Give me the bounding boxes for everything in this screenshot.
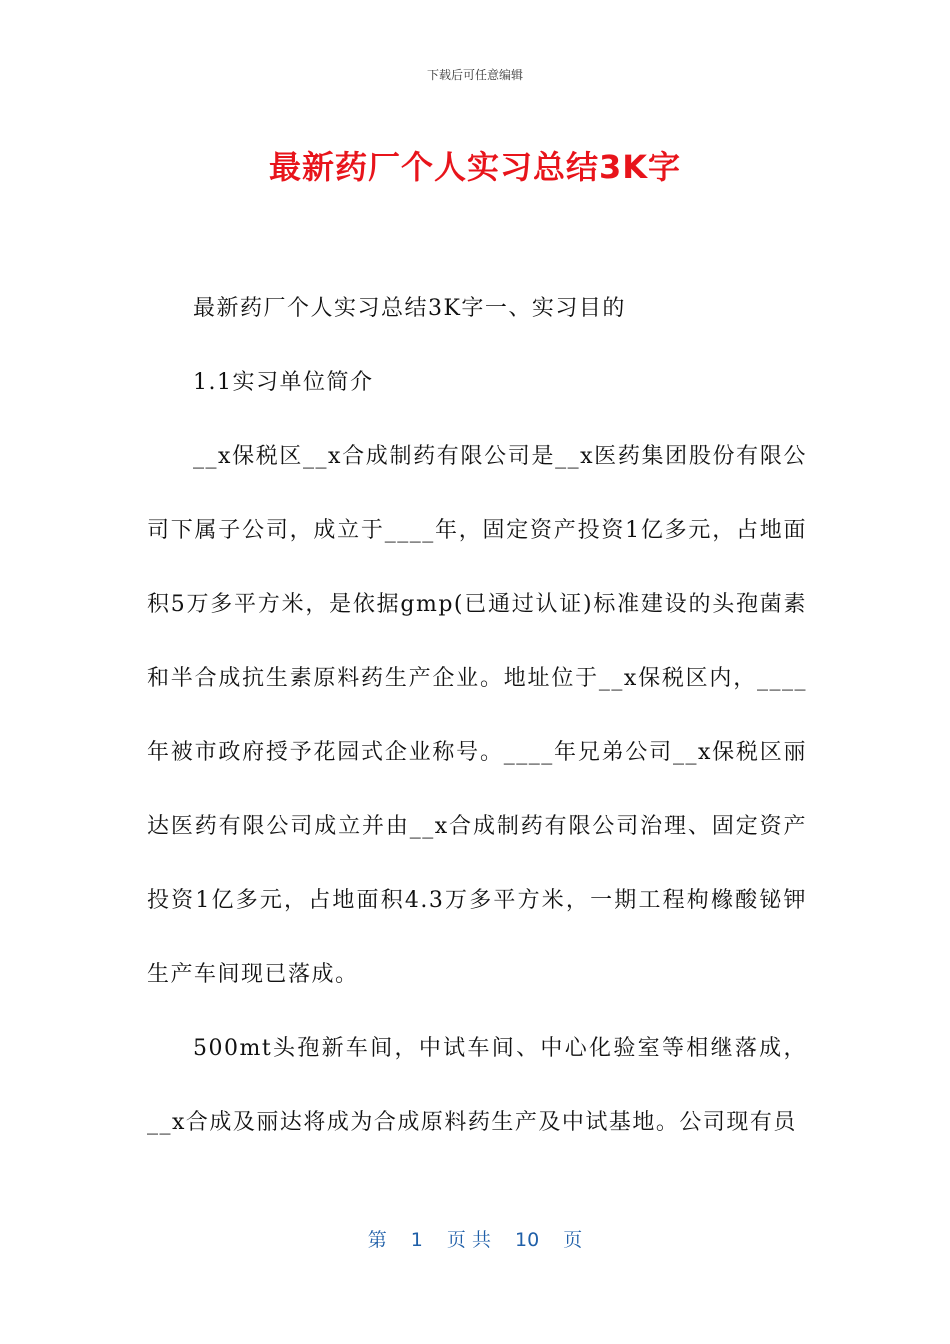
- paragraph-intro: 最新药厂个人实习总结3K字一、实习目的: [193, 296, 626, 321]
- footer-prefix: 第: [367, 1229, 387, 1251]
- footer-page-number: 1: [410, 1229, 423, 1251]
- document-title: 最新药厂个人实习总结3K字: [268, 148, 682, 186]
- header-note: 下载后可任意编辑: [426, 68, 523, 82]
- page-footer: [0, 1225, 950, 1252]
- footer-suffix: 页: [563, 1229, 583, 1251]
- footer-middle: 页 共: [446, 1229, 491, 1251]
- footer-total-pages: 10: [515, 1229, 540, 1251]
- document-body: [147, 272, 807, 1160]
- paragraph-company-intro: __x保税区__x合成制药有限公司是__x医药集团股份有限公司下属子公司，成立于____年，固定资产投资1亿多元，占地面积5万多平方米，是依据gmp(已通过认证)标准建设的头孢菌素和半合成抗生素原料药生产企业。地址位于__x保税区内，____年被市政府授予花园式企业称号。____年兄弟公司__x保税区丽达医药有限公司成立并由__x合成制药有限公司治理、固定资产投资1亿多元，占地面积4.3万多平方米，一期工程枸橼酸铋钾生产车间现已落成。: [147, 444, 807, 987]
- paragraph-section-heading: 1.1实习单位简介: [193, 370, 374, 395]
- paragraph-workshop: 500mt头孢新车间，中试车间、中心化验室等相继落成，__x合成及丽达将成为合成原料药生产及中试基地。公司现有员: [147, 1036, 807, 1135]
